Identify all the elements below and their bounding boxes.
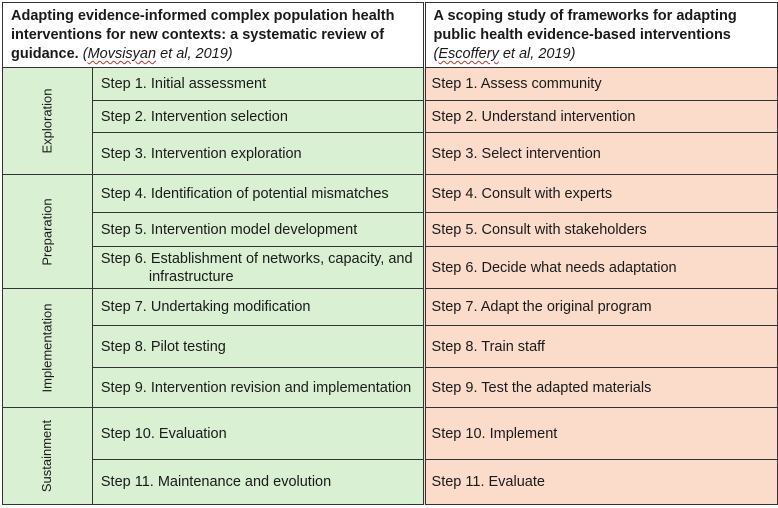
right-step-cell: Step 5. Consult with stakeholders (424, 213, 777, 247)
right-step-cell: Step 10. Implement (424, 408, 777, 460)
right-header-citation: (Escoffery et al, 2019) (433, 46, 576, 62)
left-citation-author: Movsisyan (87, 46, 157, 62)
left-step-cell: Step 10. Evaluation (92, 408, 424, 460)
right-step-cell: Step 2. Understand intervention (424, 101, 777, 133)
right-citation-rest: et al, 2019) (498, 46, 576, 62)
left-step-cell: Step 5. Intervention model development (92, 213, 424, 247)
table-row (3, 247, 778, 289)
left-step-cell: Step 3. Intervention exploration (92, 133, 424, 175)
table-row (3, 408, 778, 460)
right-header-title: A scoping study of frameworks for adapting public health evidence-based interventions (433, 8, 737, 43)
right-step-cell: Step 11. Evaluate (424, 460, 777, 505)
right-citation-author: Escoffery (438, 46, 499, 62)
left-header-citation: (Movsisyan et al, 2019) (82, 46, 233, 62)
right-step-cell: Step 3. Select intervention (424, 133, 777, 175)
table-row (3, 133, 778, 175)
phase-cell-sustainment (3, 408, 93, 505)
left-citation-rest: et al, 2019) (156, 46, 233, 62)
left-step-text: Step 6. Establishment of networks, capacity, and infrastructure (100, 250, 413, 285)
right-step-cell: Step 1. Assess community (424, 68, 777, 101)
left-step-cell: Step 4. Identification of potential mismatches (92, 175, 424, 213)
right-step-cell: Step 4. Consult with experts (424, 175, 777, 213)
phase-cell-implementation (3, 289, 93, 408)
table-row (3, 213, 778, 247)
table-row (3, 460, 778, 505)
phase-cell-exploration (3, 68, 93, 175)
right-step-cell: Step 6. Decide what needs adaptation (424, 247, 777, 289)
left-step-cell: Step 9. Intervention revision and implementation (92, 368, 424, 408)
left-header-title: Adapting evidence-informed complex population health interventions for new contexts: a systematic review of guidance. (11, 8, 395, 62)
left-column-header (3, 3, 425, 68)
table-row (3, 68, 778, 101)
table-row (3, 101, 778, 133)
left-step-cell (92, 247, 424, 289)
right-step-cell: Step 8. Train staff (424, 326, 777, 368)
right-step-cell: Step 7. Adapt the original program (424, 289, 777, 326)
phase-label: Exploration (39, 88, 55, 154)
phase-label: Implementation (39, 303, 55, 393)
phase-label: Preparation (39, 197, 55, 266)
table-row (3, 326, 778, 368)
left-step-cell: Step 2. Intervention selection (92, 101, 424, 133)
left-step-cell: Step 8. Pilot testing (92, 326, 424, 368)
table-row (3, 368, 778, 408)
table-row (3, 289, 778, 326)
left-step-cell: Step 1. Initial assessment (92, 68, 424, 101)
phase-label: Sustainment (39, 419, 55, 493)
adaptation-frameworks-table (2, 2, 778, 505)
table-row (3, 175, 778, 213)
phase-cell-preparation (3, 175, 93, 289)
right-step-cell: Step 9. Test the adapted materials (424, 368, 777, 408)
right-column-header (424, 3, 777, 68)
left-step-cell: Step 11. Maintenance and evolution (92, 460, 424, 505)
header-row (3, 3, 778, 68)
left-step-cell: Step 7. Undertaking modification (92, 289, 424, 326)
